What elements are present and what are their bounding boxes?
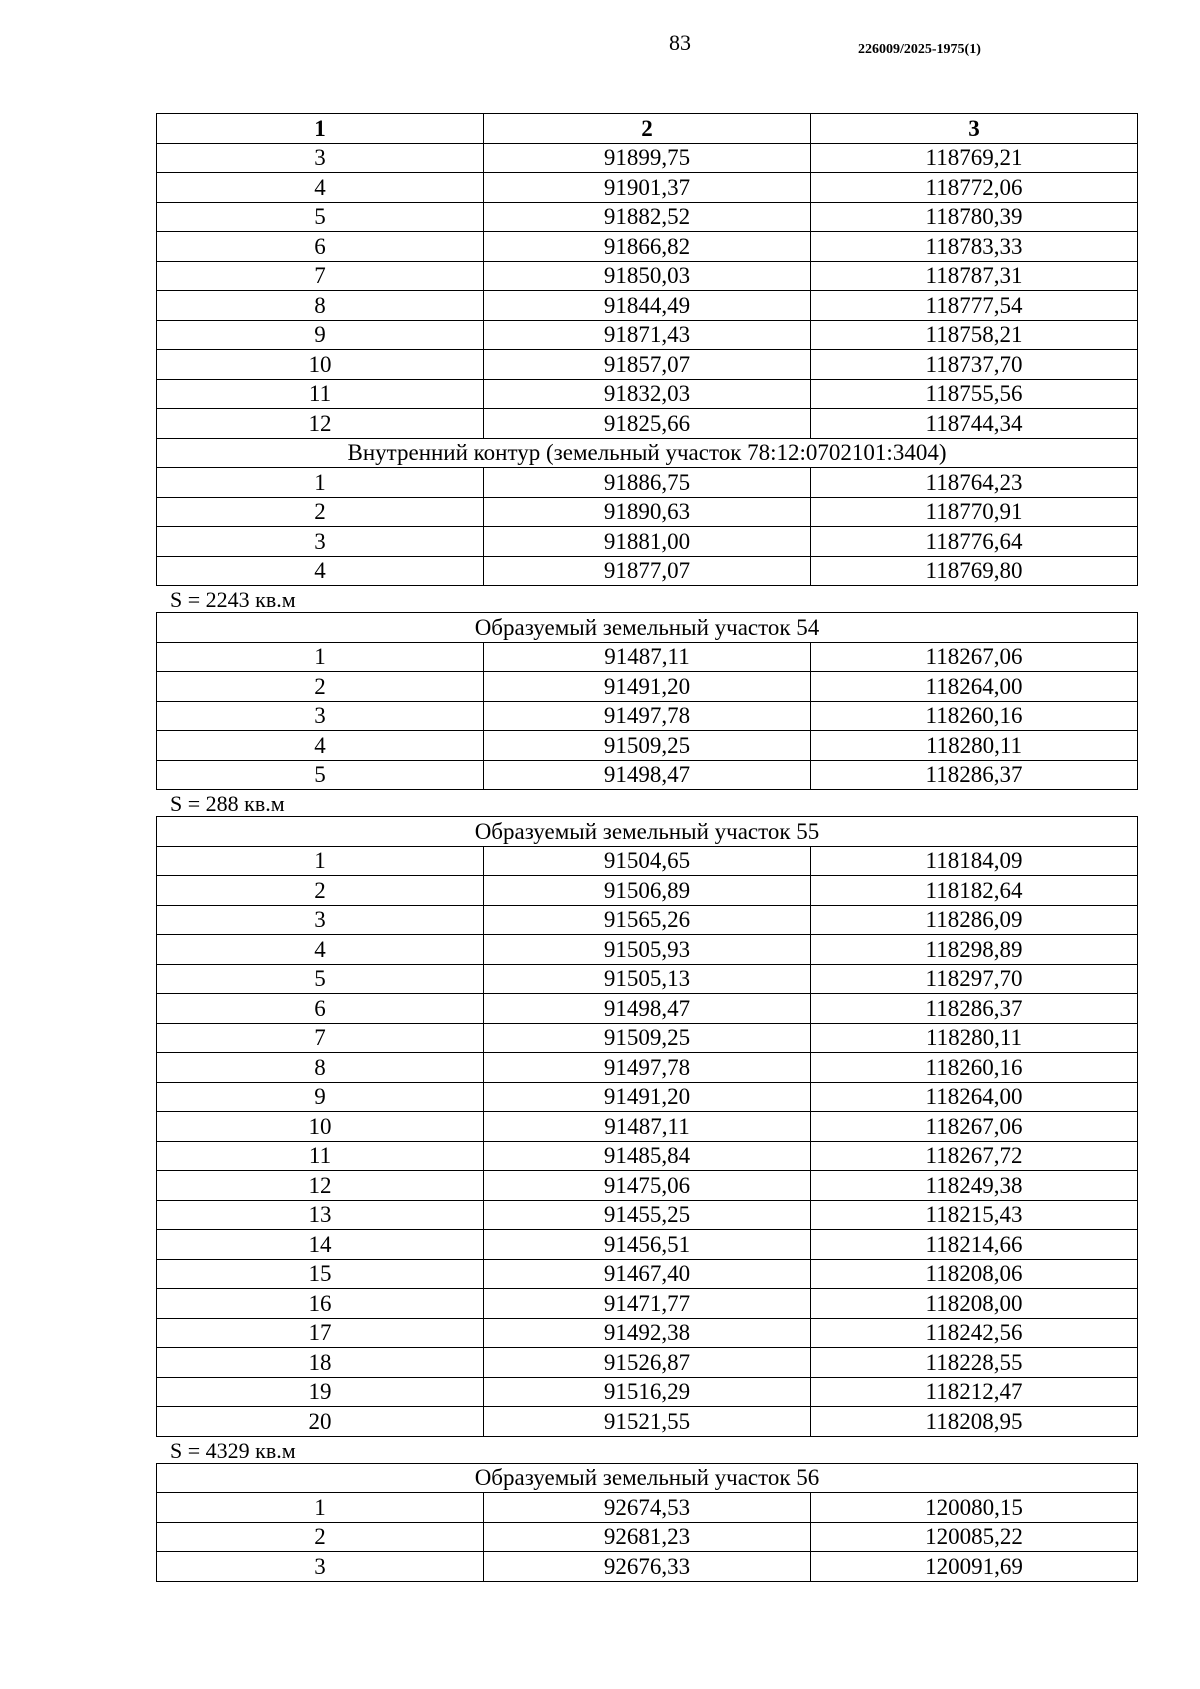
x-coordinate-cell: 91504,65 bbox=[484, 846, 811, 876]
point-number-cell: 3 bbox=[157, 143, 484, 173]
y-coordinate-cell: 118215,43 bbox=[811, 1200, 1138, 1230]
table-row bbox=[157, 468, 1138, 498]
x-coordinate-cell: 91881,00 bbox=[484, 527, 811, 557]
x-coordinate-cell: 91899,75 bbox=[484, 143, 811, 173]
point-number-cell: 2 bbox=[157, 497, 484, 527]
y-coordinate-cell: 118242,56 bbox=[811, 1318, 1138, 1348]
point-number-cell: 19 bbox=[157, 1377, 484, 1407]
column-header: 1 bbox=[157, 114, 484, 144]
x-coordinate-cell: 91505,13 bbox=[484, 964, 811, 994]
table-row bbox=[157, 672, 1138, 702]
x-coordinate-cell: 91850,03 bbox=[484, 261, 811, 291]
y-coordinate-cell: 118260,16 bbox=[811, 1053, 1138, 1083]
point-number-cell: 7 bbox=[157, 1023, 484, 1053]
table-row bbox=[157, 261, 1138, 291]
y-coordinate-cell: 118298,89 bbox=[811, 935, 1138, 965]
y-coordinate-cell: 118264,00 bbox=[811, 1082, 1138, 1112]
point-number-cell: 6 bbox=[157, 232, 484, 262]
table-row bbox=[157, 876, 1138, 906]
document-reference: 226009/2025-1975(1) bbox=[858, 42, 981, 57]
table-row bbox=[157, 1289, 1138, 1319]
table-row bbox=[157, 527, 1138, 557]
point-number-cell: 5 bbox=[157, 202, 484, 232]
y-coordinate-cell: 118755,56 bbox=[811, 379, 1138, 409]
x-coordinate-cell: 91471,77 bbox=[484, 1289, 811, 1319]
x-coordinate-cell: 92681,23 bbox=[484, 1522, 811, 1552]
table-row bbox=[157, 1259, 1138, 1289]
point-number-cell: 13 bbox=[157, 1200, 484, 1230]
x-coordinate-cell: 91467,40 bbox=[484, 1259, 811, 1289]
x-coordinate-cell: 91509,25 bbox=[484, 731, 811, 761]
point-number-cell: 14 bbox=[157, 1230, 484, 1260]
point-number-cell: 3 bbox=[157, 527, 484, 557]
y-coordinate-cell: 118286,37 bbox=[811, 760, 1138, 790]
x-coordinate-cell: 91475,06 bbox=[484, 1171, 811, 1201]
area-label: S = 2243 кв.м bbox=[170, 587, 296, 612]
table-row bbox=[157, 232, 1138, 262]
point-number-cell: 15 bbox=[157, 1259, 484, 1289]
point-number-cell: 11 bbox=[157, 1141, 484, 1171]
y-coordinate-cell: 118267,06 bbox=[811, 1112, 1138, 1142]
y-coordinate-cell: 118249,38 bbox=[811, 1171, 1138, 1201]
table-row bbox=[157, 731, 1138, 761]
x-coordinate-cell: 91498,47 bbox=[484, 760, 811, 790]
y-coordinate-cell: 118770,91 bbox=[811, 497, 1138, 527]
y-coordinate-cell: 118777,54 bbox=[811, 291, 1138, 321]
plot-54-caption: Образуемый земельный участок 54 bbox=[157, 613, 1138, 643]
table-row bbox=[157, 1200, 1138, 1230]
point-number-cell: 1 bbox=[157, 1493, 484, 1523]
y-coordinate-cell: 118260,16 bbox=[811, 701, 1138, 731]
coordinates-table-top bbox=[156, 113, 1138, 586]
table-row bbox=[157, 409, 1138, 439]
x-coordinate-cell: 91498,47 bbox=[484, 994, 811, 1024]
point-number-cell: 18 bbox=[157, 1348, 484, 1378]
y-coordinate-cell: 118780,39 bbox=[811, 202, 1138, 232]
x-coordinate-cell: 91882,52 bbox=[484, 202, 811, 232]
point-number-cell: 8 bbox=[157, 1053, 484, 1083]
column-header: 3 bbox=[811, 114, 1138, 144]
table-row bbox=[157, 1522, 1138, 1552]
y-coordinate-cell: 118286,09 bbox=[811, 905, 1138, 935]
point-number-cell: 11 bbox=[157, 379, 484, 409]
y-coordinate-cell: 118783,33 bbox=[811, 232, 1138, 262]
point-number-cell: 1 bbox=[157, 642, 484, 672]
y-coordinate-cell: 120085,22 bbox=[811, 1522, 1138, 1552]
table-row bbox=[157, 1407, 1138, 1437]
x-coordinate-cell: 91492,38 bbox=[484, 1318, 811, 1348]
y-coordinate-cell: 118772,06 bbox=[811, 173, 1138, 203]
table-row bbox=[157, 1171, 1138, 1201]
y-coordinate-cell: 118264,00 bbox=[811, 672, 1138, 702]
section-caption-row bbox=[157, 613, 1138, 643]
point-number-cell: 9 bbox=[157, 1082, 484, 1112]
y-coordinate-cell: 118776,64 bbox=[811, 527, 1138, 557]
y-coordinate-cell: 118212,47 bbox=[811, 1377, 1138, 1407]
x-coordinate-cell: 91877,07 bbox=[484, 556, 811, 586]
point-number-cell: 5 bbox=[157, 760, 484, 790]
table-row bbox=[157, 994, 1138, 1024]
point-number-cell: 9 bbox=[157, 320, 484, 350]
y-coordinate-cell: 120080,15 bbox=[811, 1493, 1138, 1523]
x-coordinate-cell: 91866,82 bbox=[484, 232, 811, 262]
y-coordinate-cell: 118208,06 bbox=[811, 1259, 1138, 1289]
point-number-cell: 1 bbox=[157, 846, 484, 876]
column-header: 2 bbox=[484, 114, 811, 144]
table-header-row bbox=[157, 114, 1138, 144]
table-row bbox=[157, 1141, 1138, 1171]
point-number-cell: 4 bbox=[157, 556, 484, 586]
y-coordinate-cell: 118769,21 bbox=[811, 143, 1138, 173]
x-coordinate-cell: 91844,49 bbox=[484, 291, 811, 321]
x-coordinate-cell: 92676,33 bbox=[484, 1552, 811, 1582]
table-row bbox=[157, 760, 1138, 790]
table-row bbox=[157, 701, 1138, 731]
area-label: S = 288 кв.м bbox=[170, 791, 285, 816]
y-coordinate-cell: 118737,70 bbox=[811, 350, 1138, 380]
coordinates-table-plot-54 bbox=[156, 612, 1138, 790]
table-row bbox=[157, 202, 1138, 232]
y-coordinate-cell: 118297,70 bbox=[811, 964, 1138, 994]
x-coordinate-cell: 91505,93 bbox=[484, 935, 811, 965]
point-number-cell: 20 bbox=[157, 1407, 484, 1437]
table-row bbox=[157, 1552, 1138, 1582]
coordinates-table-plot-55 bbox=[156, 816, 1138, 1437]
table-row bbox=[157, 1230, 1138, 1260]
y-coordinate-cell: 118280,11 bbox=[811, 731, 1138, 761]
table-row bbox=[157, 1318, 1138, 1348]
x-coordinate-cell: 91491,20 bbox=[484, 1082, 811, 1112]
table-row bbox=[157, 320, 1138, 350]
table-row bbox=[157, 556, 1138, 586]
x-coordinate-cell: 91565,26 bbox=[484, 905, 811, 935]
x-coordinate-cell: 91485,84 bbox=[484, 1141, 811, 1171]
x-coordinate-cell: 91526,87 bbox=[484, 1348, 811, 1378]
table-row bbox=[157, 143, 1138, 173]
x-coordinate-cell: 91521,55 bbox=[484, 1407, 811, 1437]
plot-56-caption: Образуемый земельный участок 56 bbox=[157, 1463, 1138, 1493]
y-coordinate-cell: 118214,66 bbox=[811, 1230, 1138, 1260]
table-row bbox=[157, 846, 1138, 876]
point-number-cell: 17 bbox=[157, 1318, 484, 1348]
x-coordinate-cell: 91871,43 bbox=[484, 320, 811, 350]
y-coordinate-cell: 118182,64 bbox=[811, 876, 1138, 906]
y-coordinate-cell: 118286,37 bbox=[811, 994, 1138, 1024]
x-coordinate-cell: 91901,37 bbox=[484, 173, 811, 203]
x-coordinate-cell: 91857,07 bbox=[484, 350, 811, 380]
x-coordinate-cell: 91832,03 bbox=[484, 379, 811, 409]
table-row bbox=[157, 905, 1138, 935]
page-number: 83 bbox=[669, 30, 691, 55]
point-number-cell: 10 bbox=[157, 1112, 484, 1142]
x-coordinate-cell: 92674,53 bbox=[484, 1493, 811, 1523]
y-coordinate-cell: 118280,11 bbox=[811, 1023, 1138, 1053]
table-row bbox=[157, 1082, 1138, 1112]
point-number-cell: 10 bbox=[157, 350, 484, 380]
x-coordinate-cell: 91487,11 bbox=[484, 1112, 811, 1142]
table-row bbox=[157, 291, 1138, 321]
table-row bbox=[157, 642, 1138, 672]
point-number-cell: 4 bbox=[157, 935, 484, 965]
table-row bbox=[157, 350, 1138, 380]
point-number-cell: 2 bbox=[157, 672, 484, 702]
x-coordinate-cell: 91497,78 bbox=[484, 1053, 811, 1083]
y-coordinate-cell: 118787,31 bbox=[811, 261, 1138, 291]
y-coordinate-cell: 118764,23 bbox=[811, 468, 1138, 498]
section-caption-row bbox=[157, 438, 1138, 468]
point-number-cell: 12 bbox=[157, 409, 484, 439]
table-row bbox=[157, 1377, 1138, 1407]
table-row bbox=[157, 173, 1138, 203]
table-row bbox=[157, 1348, 1138, 1378]
section-caption-row bbox=[157, 817, 1138, 847]
x-coordinate-cell: 91497,78 bbox=[484, 701, 811, 731]
y-coordinate-cell: 120091,69 bbox=[811, 1552, 1138, 1582]
x-coordinate-cell: 91516,29 bbox=[484, 1377, 811, 1407]
section-caption-row bbox=[157, 1463, 1138, 1493]
y-coordinate-cell: 118228,55 bbox=[811, 1348, 1138, 1378]
table-row bbox=[157, 1112, 1138, 1142]
point-number-cell: 3 bbox=[157, 905, 484, 935]
y-coordinate-cell: 118184,09 bbox=[811, 846, 1138, 876]
point-number-cell: 5 bbox=[157, 964, 484, 994]
point-number-cell: 16 bbox=[157, 1289, 484, 1319]
table-row bbox=[157, 379, 1138, 409]
y-coordinate-cell: 118744,34 bbox=[811, 409, 1138, 439]
point-number-cell: 6 bbox=[157, 994, 484, 1024]
table-row bbox=[157, 1053, 1138, 1083]
table-row bbox=[157, 497, 1138, 527]
point-number-cell: 12 bbox=[157, 1171, 484, 1201]
point-number-cell: 8 bbox=[157, 291, 484, 321]
x-coordinate-cell: 91487,11 bbox=[484, 642, 811, 672]
x-coordinate-cell: 91456,51 bbox=[484, 1230, 811, 1260]
point-number-cell: 2 bbox=[157, 1522, 484, 1552]
inner-contour-caption: Внутренний контур (земельный участок 78:12:0702101:3404) bbox=[157, 438, 1138, 468]
x-coordinate-cell: 91455,25 bbox=[484, 1200, 811, 1230]
y-coordinate-cell: 118758,21 bbox=[811, 320, 1138, 350]
x-coordinate-cell: 91886,75 bbox=[484, 468, 811, 498]
point-number-cell: 1 bbox=[157, 468, 484, 498]
y-coordinate-cell: 118769,80 bbox=[811, 556, 1138, 586]
x-coordinate-cell: 91890,63 bbox=[484, 497, 811, 527]
table-row bbox=[157, 964, 1138, 994]
plot-55-caption: Образуемый земельный участок 55 bbox=[157, 817, 1138, 847]
point-number-cell: 2 bbox=[157, 876, 484, 906]
document-body bbox=[156, 113, 1138, 1582]
table-row bbox=[157, 1493, 1138, 1523]
point-number-cell: 4 bbox=[157, 173, 484, 203]
x-coordinate-cell: 91825,66 bbox=[484, 409, 811, 439]
y-coordinate-cell: 118267,72 bbox=[811, 1141, 1138, 1171]
y-coordinate-cell: 118208,95 bbox=[811, 1407, 1138, 1437]
point-number-cell: 7 bbox=[157, 261, 484, 291]
table-row bbox=[157, 1023, 1138, 1053]
x-coordinate-cell: 91491,20 bbox=[484, 672, 811, 702]
area-label: S = 4329 кв.м bbox=[170, 1437, 296, 1463]
point-number-cell: 4 bbox=[157, 731, 484, 761]
coordinates-table-plot-56 bbox=[156, 1463, 1138, 1582]
y-coordinate-cell: 118267,06 bbox=[811, 642, 1138, 672]
x-coordinate-cell: 91506,89 bbox=[484, 876, 811, 906]
point-number-cell: 3 bbox=[157, 701, 484, 731]
point-number-cell: 3 bbox=[157, 1552, 484, 1582]
table-row bbox=[157, 935, 1138, 965]
y-coordinate-cell: 118208,00 bbox=[811, 1289, 1138, 1319]
x-coordinate-cell: 91509,25 bbox=[484, 1023, 811, 1053]
